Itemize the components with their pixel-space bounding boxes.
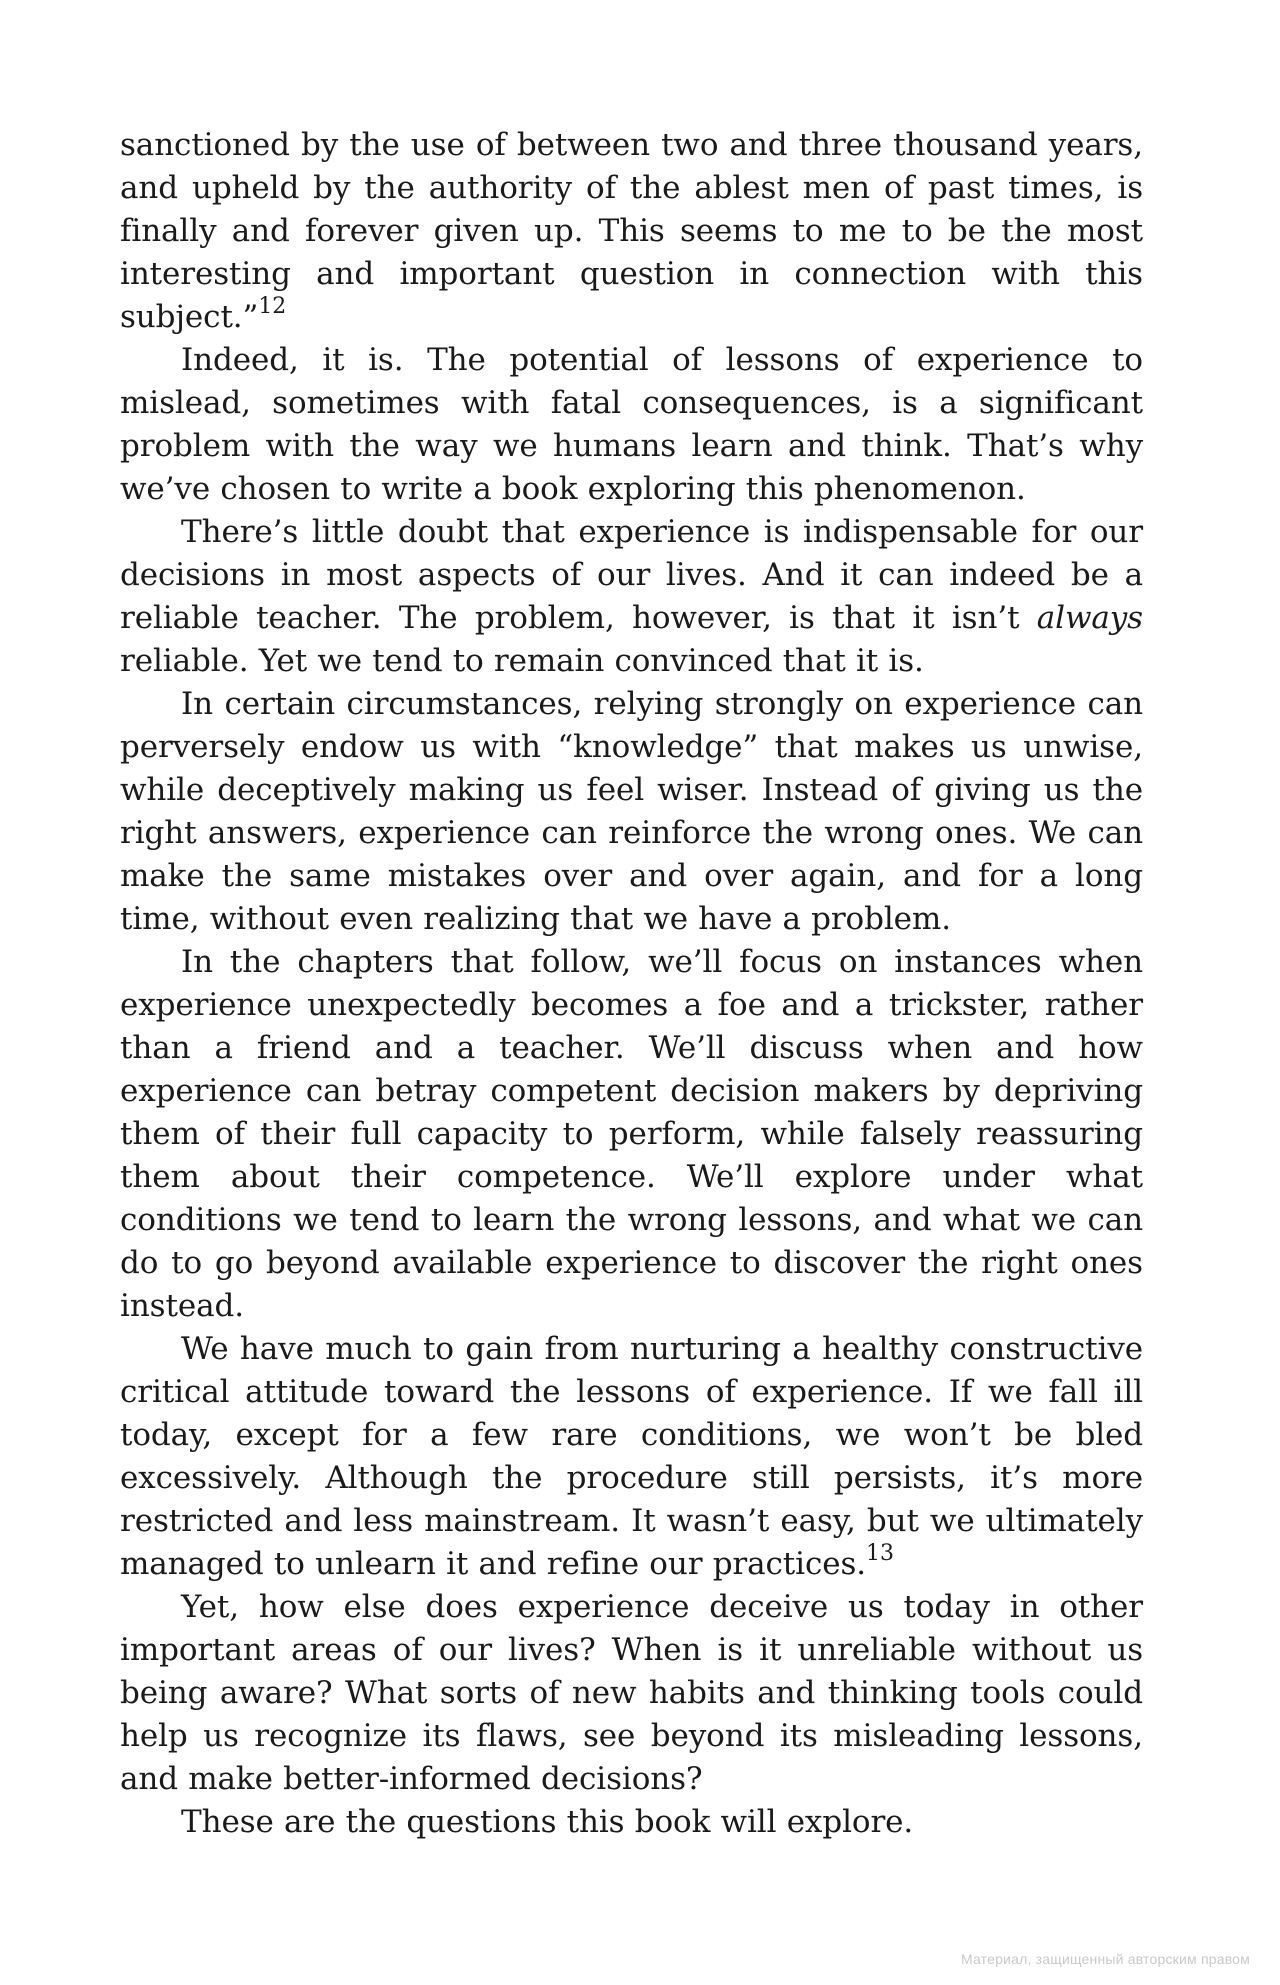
- paragraph-5-text: In the chapters that follow, we’ll focus on instances when experience unexpectedly becomes a foe and a trickster, rather than a friend and a teacher. We’ll discuss when and how experience can betray competent decision makers by depriving them of their full capacity to perform, while falsely reassuring them about their competence. We’ll explore under what conditions we tend to learn the wrong lessons, and what we can do to go beyond available experience to discover the right ones instead.: [120, 944, 1143, 1324]
- paragraph-3: [120, 511, 1143, 683]
- paragraph-8: [120, 1801, 1143, 1844]
- paragraph-1: [120, 124, 1143, 339]
- paragraph-3-emphasis: always: [1036, 600, 1143, 636]
- footnote-marker-12[interactable]: 12: [258, 294, 287, 319]
- paragraph-6: [120, 1328, 1143, 1586]
- paragraph-3-text-after: reliable. Yet we tend to remain convinced that it is.: [120, 643, 924, 679]
- paragraph-2-text: Indeed, it is. The potential of lessons of experience to mislead, sometimes with fatal consequences, is a significant problem with the way we humans learn and think. That’s why we’ve chosen to write a book exploring this phenomenon.: [120, 342, 1143, 507]
- paragraph-4: [120, 683, 1143, 941]
- footnote-marker-13[interactable]: 13: [866, 1541, 894, 1566]
- paragraph-6-text: We have much to gain from nurturing a healthy constructive critical attitude toward the lessons of experience. If we fall ill today, except for a few rare conditions, we won’t be bled excessively. Although the procedure still persists, it’s more restricted and less mainstream. It wasn’t easy, but we ultimately managed to unlearn it and refine our practices.: [120, 1331, 1143, 1582]
- paragraph-8-text: These are the questions this book will explore.: [181, 1804, 914, 1840]
- copyright-watermark: Материал, защищенный авторским правом: [960, 1951, 1250, 1967]
- book-page-text: [120, 124, 1143, 1844]
- paragraph-1-text: sanctioned by the use of between two and three thousand years, and upheld by the authority of the ablest men of past times, is finally and forever given up. This seems to me to be the most interesting and important question in connection with this subject.”: [120, 127, 1143, 335]
- paragraph-5: [120, 941, 1143, 1328]
- paragraph-4-text: In certain circumstances, relying strongly on experience can perversely endow us with “knowledge” that makes us unwise, while deceptively making us feel wiser. Instead of giving us the right answers, experience can reinforce the wrong ones. We can make the same mistakes over and over again, and for a long time, without even realizing that we have a problem.: [120, 686, 1143, 937]
- paragraph-7: [120, 1586, 1143, 1801]
- paragraph-3-text-before: There’s little doubt that experience is indispensable for our decisions in most aspects of our lives. And it can indeed be a reliable teacher. The problem, however, is that it isn’t: [120, 514, 1143, 636]
- paragraph-7-text: Yet, how else does experience deceive us today in other important areas of our lives? When is it unreliable without us being aware? What sorts of new habits and thinking tools could help us recognize its flaws, see beyond its misleading lessons, and make better-informed decisions?: [120, 1589, 1143, 1797]
- paragraph-2: [120, 339, 1143, 511]
